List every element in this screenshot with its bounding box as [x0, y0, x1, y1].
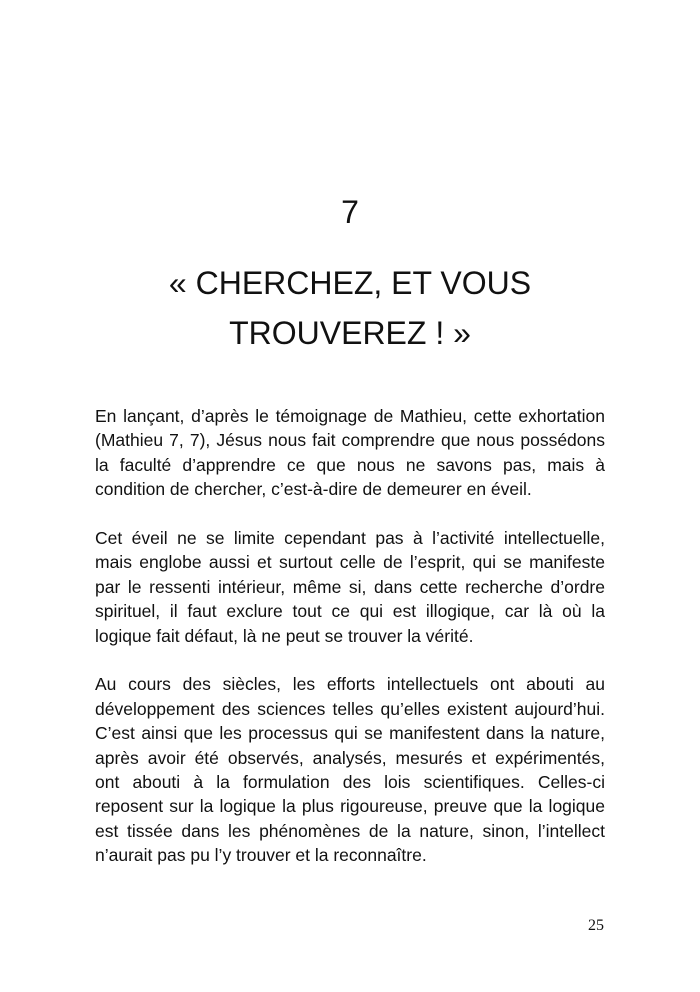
chapter-number: 7: [341, 194, 359, 230]
paragraph-2: Cet éveil ne se limite cependant pas à l’activité intellectuelle, mais englobe aussi et surtout celle de l’esprit, qui se manifeste par le ressenti intérieur, même si, dans cette recherche d’ordre spirituel, il faut exclure tout ce qui est illogique, car là où la logique fait défaut, là ne peut se trouver la vérité.: [95, 528, 605, 646]
paragraph-1: En lançant, d’après le témoignage de Mathieu, cette exhortation (Mathieu 7, 7), Jésus nous fait comprendre que nous possédons la faculté d’apprendre ce que nous ne savons pas, mais à condition de chercher, c’est-à-dire de demeurer en éveil.: [95, 406, 605, 500]
chapter-title: « CHERCHEZ, ET VOUS TROUVEREZ ! »: [168, 265, 532, 351]
chapter-body: [95, 404, 605, 892]
paragraph-3: Au cours des siècles, les efforts intellectuels ont abouti au développement des sciences telles qu’elles existent aujourd’hui. C’est ainsi que les processus qui se manifestent dans la nature, après avoir été observés, analysés, mesurés et expérimentés, ont abouti à la formulation des lois scientifiques. Celles-ci reposent sur la logique la plus rigoureuse, preuve que la logique est tissée dans les phénomènes de la nature, sinon, l’intellect n’aurait pas pu l’y trouver et la reconnaître.: [95, 674, 605, 866]
page-number: 25: [588, 917, 604, 934]
